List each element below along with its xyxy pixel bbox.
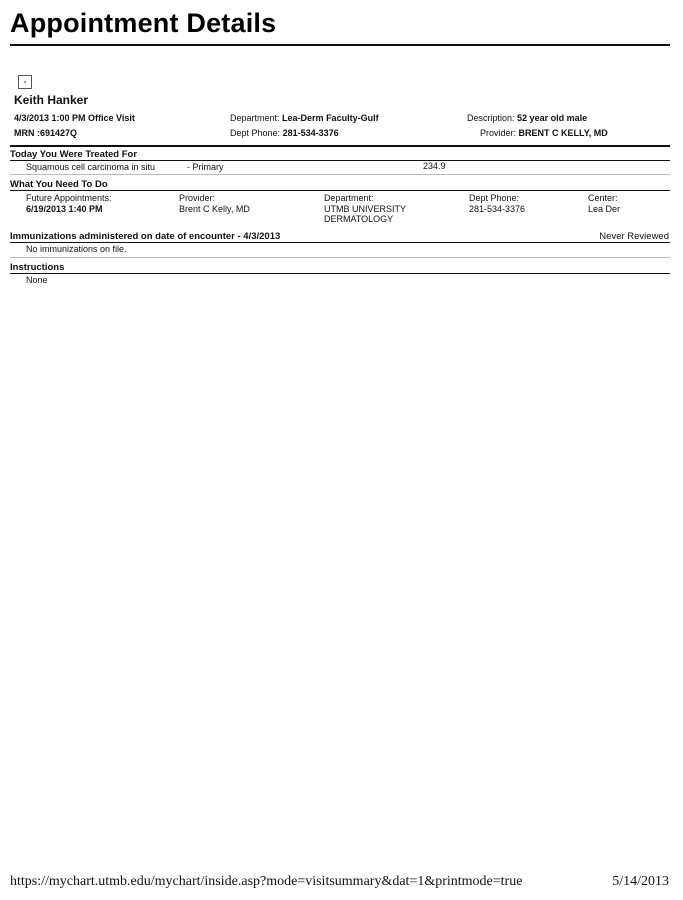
todo-center-value: Lea Der <box>588 204 621 214</box>
todo-department-line1: UTMB UNIVERSITY <box>324 204 407 214</box>
provider-label: Provider: <box>480 128 517 138</box>
instructions-heading: Instructions <box>10 262 65 273</box>
description-label: Description: <box>467 113 515 123</box>
todo-divider <box>10 190 670 191</box>
todo-provider-label: Provider: <box>179 193 216 203</box>
dept-phone-label: Dept Phone: <box>230 128 281 138</box>
instructions-body: None <box>26 275 48 285</box>
footer-date: 5/14/2013 <box>612 874 669 889</box>
provider-field <box>480 128 608 139</box>
todo-department-label: Department: <box>324 193 374 203</box>
immunizations-row-divider <box>10 257 670 258</box>
treated-heading: Today You Were Treated For <box>10 149 138 160</box>
dept-phone-value: 281-534-3376 <box>282 128 339 138</box>
department-field <box>230 113 379 124</box>
immunizations-body: No immunizations on file. <box>26 244 127 254</box>
patient-divider <box>10 145 670 147</box>
patient-name: Keith Hanker <box>14 93 89 107</box>
provider-value: BRENT C KELLY, MD <box>518 128 608 138</box>
page-title: Appointment Details <box>10 8 277 38</box>
department-value: Lea-Derm Faculty-Gulf <box>282 113 379 123</box>
immunizations-status: Never Reviewed <box>599 231 669 242</box>
immunizations-heading: Immunizations administered on date of encounter - 4/3/2013 <box>10 231 281 242</box>
footer-url[interactable]: https://mychart.utmb.edu/mychart/inside.asp?mode=visitsummary&dat=1&printmode=true <box>10 874 523 889</box>
diagnosis-code: 234.9 <box>423 161 446 171</box>
todo-center-label: Center: <box>588 193 618 203</box>
future-appointments-label: Future Appointments: <box>26 193 112 203</box>
treated-divider <box>10 160 670 161</box>
title-divider <box>10 44 670 46</box>
dept-phone-field <box>230 128 339 139</box>
diagnosis-type: - Primary <box>187 162 224 172</box>
treated-row-divider <box>10 174 670 175</box>
checkbox-icon[interactable] <box>18 75 32 89</box>
todo-department-line2: DERMATOLOGY <box>324 214 394 224</box>
todo-provider-value: Brent C Kelly, MD <box>179 204 250 214</box>
todo-heading: What You Need To Do <box>10 179 108 190</box>
instructions-divider <box>10 273 670 274</box>
description-field <box>467 113 587 124</box>
visit-info: 4/3/2013 1:00 PM Office Visit <box>14 113 135 123</box>
immunizations-divider <box>10 242 670 243</box>
description-value: 52 year old male <box>517 113 588 123</box>
todo-phone-label: Dept Phone: <box>469 193 520 203</box>
future-appointment-value: 6/19/2013 1:40 PM <box>26 204 103 214</box>
diagnosis-name: Squamous cell carcinoma in situ <box>26 162 156 172</box>
department-label: Department: <box>230 113 280 123</box>
mrn: MRN :691427Q <box>14 128 78 138</box>
todo-phone-value: 281-534-3376 <box>469 204 526 214</box>
